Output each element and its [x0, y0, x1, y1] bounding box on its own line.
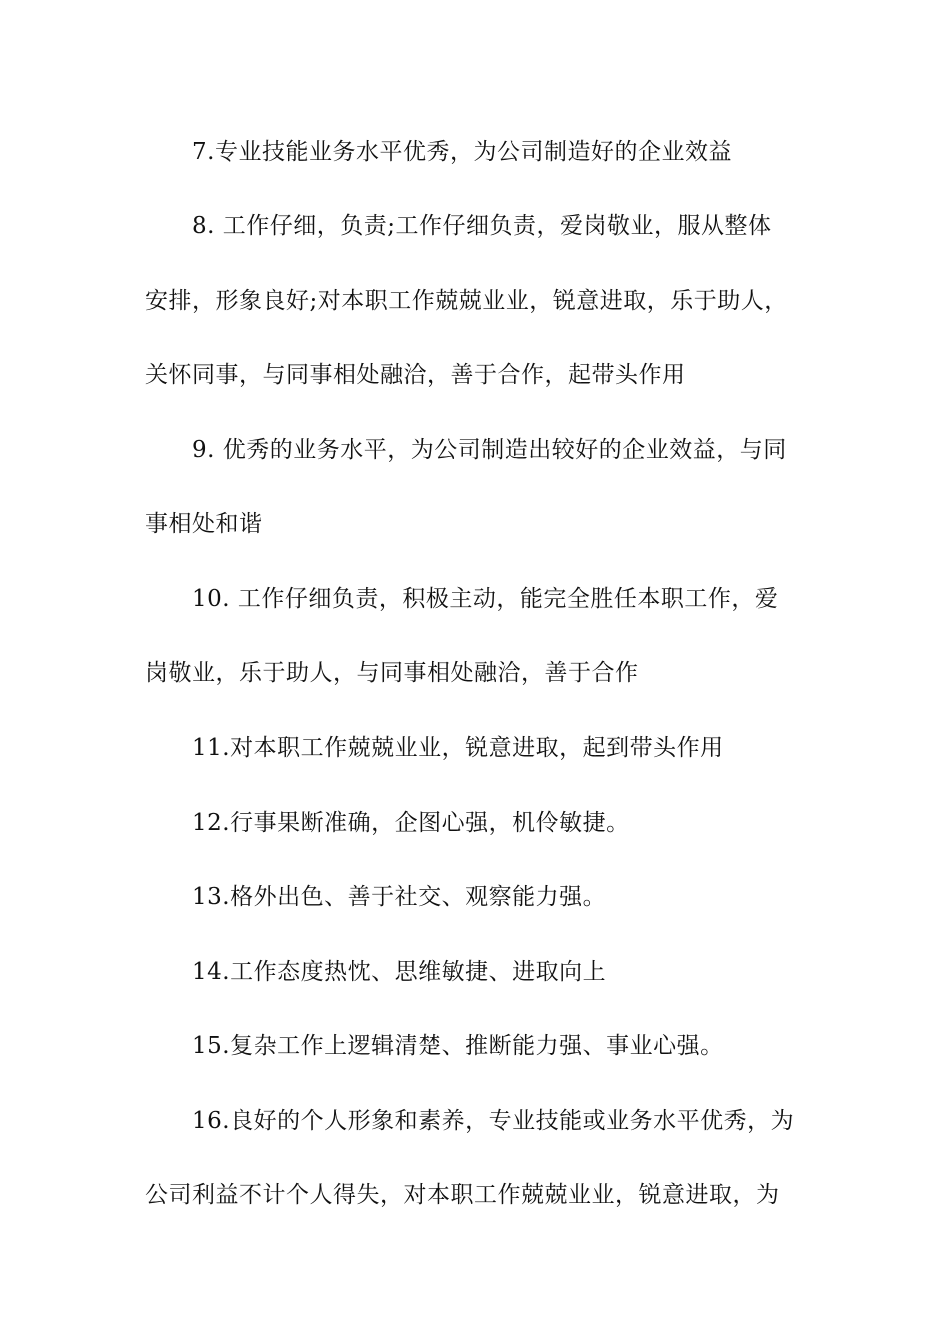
paragraph-line: 11.对本职工作兢兢业业，锐意进取，起到带头作用	[192, 735, 724, 761]
paragraph-line: 7.专业技能业务水平优秀，为公司制造好的企业效益	[192, 139, 732, 165]
paragraph-line: 公司利益不计个人得失，对本职工作兢兢业业，锐意进取，为	[145, 1182, 780, 1208]
paragraph-line: 13.格外出色、善于社交、观察能力强。	[192, 884, 607, 910]
paragraph-line: 关怀同事，与同事相处融洽，善于合作，起带头作用	[145, 362, 686, 388]
paragraph-line: 9. 优秀的业务水平，为公司制造出较好的企业效益，与同	[192, 437, 787, 463]
paragraph-line: 14.工作态度热忱、思维敏捷、进取向上	[192, 959, 607, 985]
paragraph-line: 事相处和谐	[145, 511, 263, 537]
paragraph-line: 16.良好的个人形象和素养，专业技能或业务水平优秀，为	[192, 1108, 795, 1134]
paragraph-line: 安排，形象良好;对本职工作兢兢业业，锐意进取，乐于助人，	[145, 288, 788, 314]
paragraph-line: 12.行事果断准确，企图心强，机伶敏捷。	[192, 810, 630, 836]
paragraph-line: 岗敬业，乐于助人，与同事相处融洽，善于合作	[145, 660, 639, 686]
paragraph-line: 15.复杂工作上逻辑清楚、推断能力强、事业心强。	[192, 1033, 724, 1059]
paragraph-line: 10. 工作仔细负责，积极主动，能完全胜任本职工作，爱	[192, 586, 779, 612]
paragraph-line: 8. 工作仔细，负责;工作仔细负责，爱岗敬业，服从整体	[192, 213, 772, 239]
